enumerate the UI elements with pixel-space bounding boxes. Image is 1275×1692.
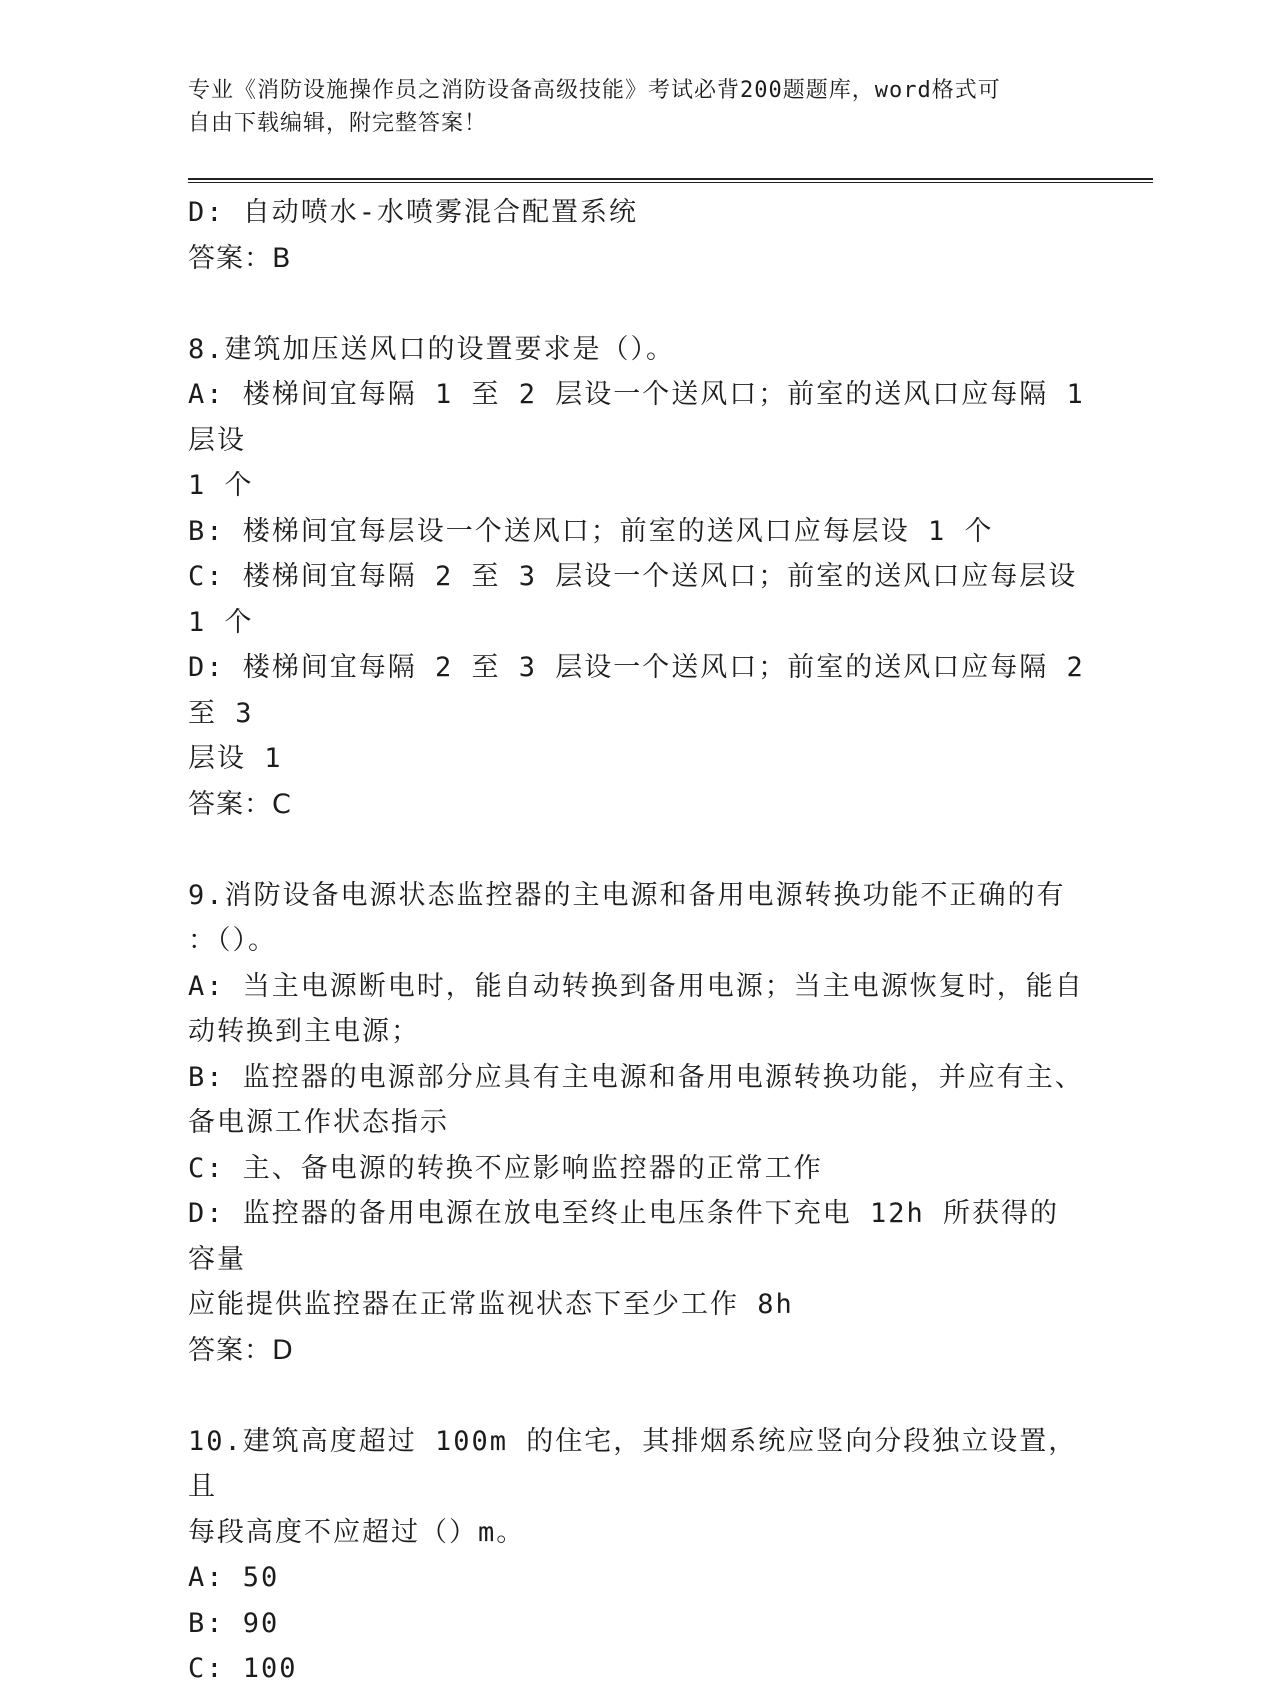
q8-option-a-line-1: A: 楼梯间宜每隔 1 至 2 层设一个送风口；前室的送风口应每隔 1 层设 [188,379,1104,456]
q9-option-a-line-1: A: 当主电源断电时，能自动转换到备用电源；当主电源恢复时，能自 [188,970,1084,1002]
q9-option-b-line-1: B: 监控器的电源部分应具有主电源和备用电源转换功能，并应有主、 [188,1061,1084,1093]
q9-question-line-2: ：（）。 [188,925,277,956]
spacer [188,281,1088,327]
q9-answer: 答案：D [188,1334,294,1366]
spacer [188,827,1088,873]
q9-question-line-1: 9.消防设备电源状态监控器的主电源和备用电源转换功能不正确的有 [188,879,1066,911]
q9-option-c: C: 主、备电源的转换不应影响监控器的正常工作 [188,1152,823,1184]
q7-option-d: D: 自动喷水-水喷雾混合配置系统 [188,197,639,228]
spacer [188,1373,1088,1419]
q8-answer: 答案：C [188,788,292,820]
q10-question-line-2: 每段高度不应超过（）m。 [188,1516,526,1548]
document-header [188,74,1068,140]
q9-option-b-line-2: 备电源工作状态指示 [188,1107,449,1138]
q8-option-b: B: 楼梯间宜每层设一个送风口；前室的送风口应每层设 1 个 [188,515,994,547]
q8-option-a-line-2: 1 个 [188,470,254,501]
q10-question-line-1: 10.建筑高度超过 100m 的住宅，其排烟系统应竖向分段独立设置，且 [188,1425,1078,1502]
question-content [188,190,1104,1692]
q10-option-b: B: 90 [188,1607,280,1639]
q9-option-a-line-2: 动转换到主电源； [188,1016,420,1047]
q8-question: 8.建筑加压送风口的设置要求是（）。 [188,333,676,365]
header-divider [188,178,1153,183]
q7-answer: 答案：B [188,242,292,274]
q9-option-d-line-2: 应能提供监控器在正常监视状态下至少工作 8h [188,1289,794,1320]
q8-option-c: C: 楼梯间宜每隔 2 至 3 层设一个送风口；前室的送风口应每层设 1 个 [188,561,1096,638]
q10-option-c: C: 100 [188,1653,298,1684]
header-line-1: 专业《消防设施操作员之消防设备高级技能》考试必背200题题库，word格式可 [188,78,1001,103]
q10-option-a: A: 50 [188,1562,280,1593]
header-line-2: 自由下载编辑，附完整答案！ [188,111,488,136]
q8-option-d-line-1: D: 楼梯间宜每隔 2 至 3 层设一个送风口；前室的送风口应每隔 2 至 3 [188,652,1104,729]
q8-option-d-line-2: 层设 1 [188,743,283,774]
q9-option-d-line-1: D: 监控器的备用电源在放电至终止电压条件下充电 12h 所获得的容量 [188,1198,1060,1275]
